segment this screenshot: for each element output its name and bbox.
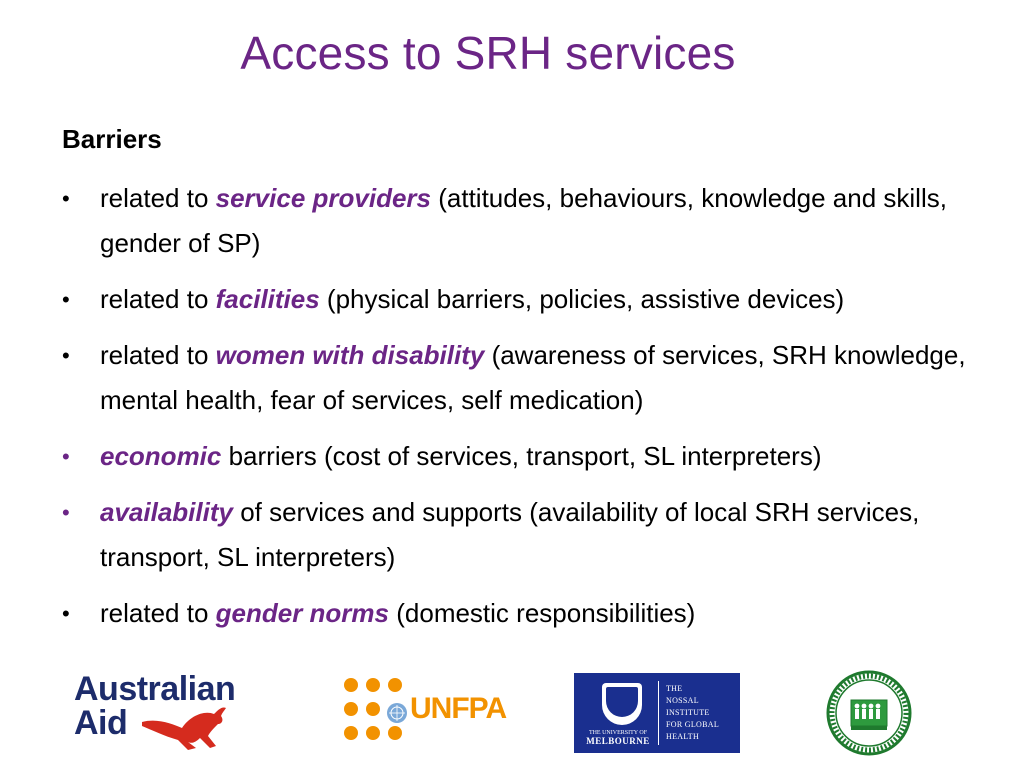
bullet-emphasis: service providers: [215, 183, 431, 213]
bullet-item: [62, 490, 982, 580]
nossal-line: INSTITUTE: [666, 708, 710, 717]
bullet-marker: •: [62, 343, 70, 368]
bullet-item: [62, 277, 982, 322]
bullet-item: [62, 176, 982, 266]
logo-divider: [658, 681, 659, 745]
unfpa-dot: [344, 702, 358, 716]
nossal-line: HEALTH: [666, 732, 700, 741]
unfpa-dot: [366, 726, 380, 740]
bullet-prefix: related to: [100, 598, 216, 628]
unfpa-dot: [388, 726, 402, 740]
bullet-suffix: (attitudes, behaviours, knowledge and skills, gender of SP): [100, 183, 947, 258]
bullet-prefix: related to: [100, 340, 216, 370]
unfpa-logo: [342, 674, 507, 750]
unfpa-dot: [388, 678, 402, 692]
australian-aid-line1: Australian: [74, 670, 236, 708]
melbourne-university-name: [580, 729, 656, 745]
melbourne-uni-big: MELBOURNE: [586, 736, 650, 746]
unfpa-dot: [366, 678, 380, 692]
barriers-heading: Barriers: [62, 124, 162, 154]
barriers-list: [62, 176, 982, 647]
bullet-item: [62, 333, 982, 423]
bullet-marker: •: [62, 601, 70, 626]
bullet-emphasis: gender norms: [215, 598, 390, 628]
unfpa-wordmark: UNFPA: [410, 692, 507, 725]
slide-title: Access to SRH services: [240, 27, 736, 79]
un-emblem-icon: [386, 702, 408, 724]
nossal-line: FOR GLOBAL: [666, 720, 720, 729]
unfpa-dot: [344, 678, 358, 692]
bullet-suffix: of services and supports (availability of local SRH services, transport, SL interpreters): [100, 497, 920, 572]
bullet-marker: •: [62, 186, 70, 211]
kangaroo-icon: [138, 702, 234, 752]
research-centre-seal-icon: [826, 670, 912, 756]
bullet-suffix: barriers (cost of services, transport, SL interpreters): [221, 441, 822, 471]
bullet-prefix: related to: [100, 183, 216, 213]
nossal-line: THE: [666, 684, 683, 693]
bullet-suffix: (physical barriers, policies, assistive devices): [319, 284, 845, 314]
unfpa-dot: [366, 702, 380, 716]
bullet-suffix: (domestic responsibilities): [389, 598, 696, 628]
nossal-institute-logo: [574, 673, 740, 753]
unfpa-dot: [344, 726, 358, 740]
nossal-line: NOSSAL: [666, 696, 699, 705]
bullet-marker: •: [62, 444, 70, 469]
melbourne-uni-small: THE UNIVERSITY OF: [588, 730, 648, 736]
bullet-item: [62, 434, 982, 479]
bullet-emphasis: economic: [100, 441, 222, 471]
nossal-institute-text: [666, 683, 736, 743]
bullet-prefix: related to: [100, 284, 216, 314]
australian-aid-logo: [74, 672, 264, 752]
bullet-marker: •: [62, 287, 70, 312]
bullet-emphasis: facilities: [215, 284, 320, 314]
bullet-emphasis: women with disability: [215, 340, 485, 370]
university-crest-icon: [602, 683, 642, 725]
bullet-emphasis: availability: [100, 497, 233, 527]
australian-aid-line2: Aid: [74, 704, 128, 742]
bullet-suffix: (awareness of services, SRH knowledge, mental health, fear of services, self medication): [100, 340, 966, 415]
bullet-marker: •: [62, 500, 70, 525]
bullet-item: [62, 591, 982, 636]
